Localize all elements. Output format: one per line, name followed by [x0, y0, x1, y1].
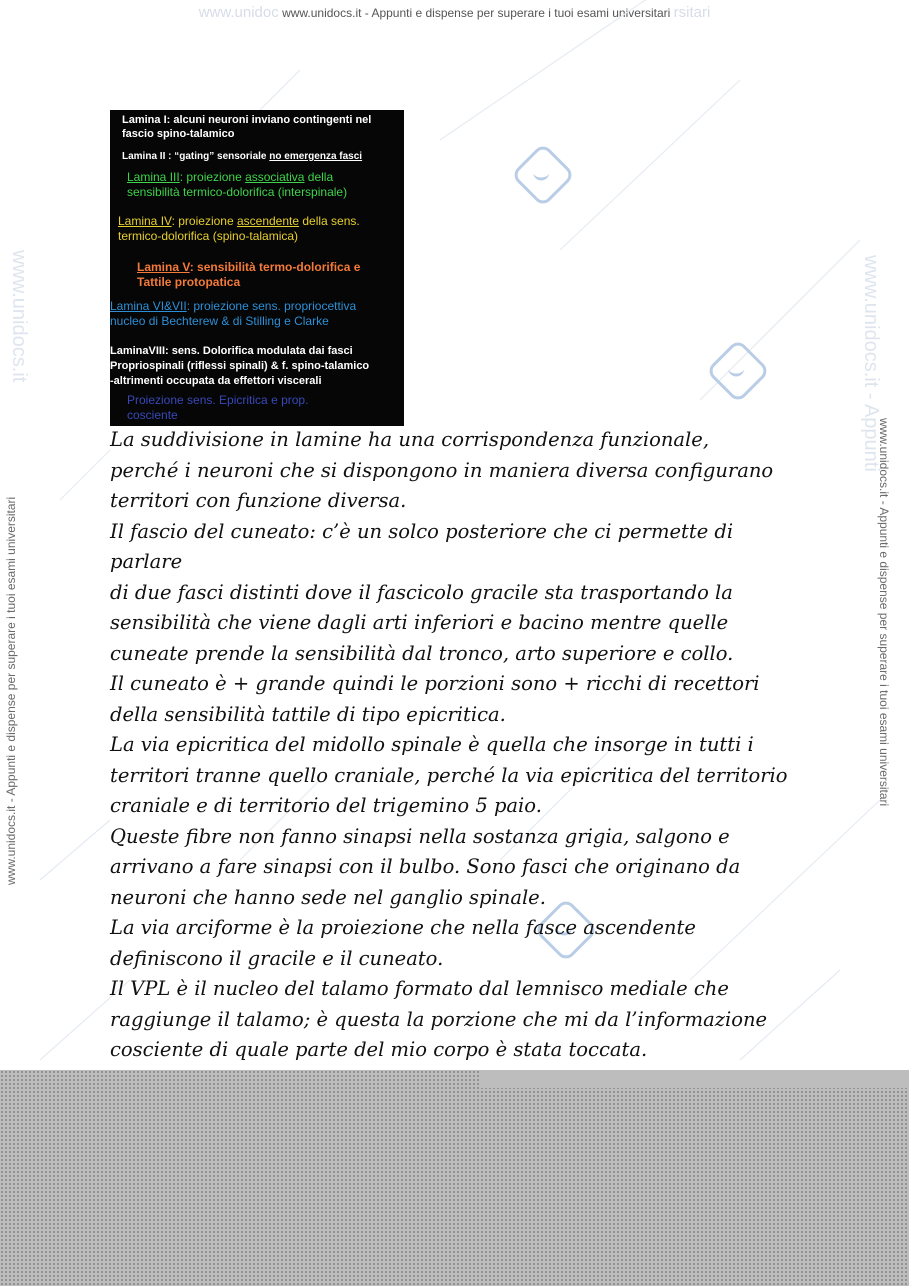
- body-line: territori tranne quello craniale, perché la via epicritica del territorio: [110, 763, 788, 787]
- slide-lamina-2: Lamina II : “gating” sensoriale no emergenza fasci: [122, 151, 363, 162]
- body-line: La via arciforme è la proiezione che nella fasce ascendente: [110, 916, 696, 939]
- slide-lamina-8: LaminaVIII: sens. Dolorifica modulata dai fasci Propriospinali (riflessi spinali) & f. spino-talamico -altrimenti occupata da effettori viscerali: [110, 345, 370, 387]
- body-line: della sensibilità tattile di tipo epicritica.: [110, 702, 506, 726]
- slide-lamina-6-7: Lamina VI&VII: proiezione sens. propriocettiva nucleo di Bechterew & di Stilling e Clarke: [110, 299, 357, 328]
- body-line: Il cuneato è + grande quindi le porzioni sono + ricchi di recettori: [110, 672, 760, 695]
- body-line: di due fasci distinti dove il fascicolo gracile sta trasportando la: [110, 580, 733, 604]
- body-line: La suddivisione in lamine ha una corrispondenza funzionale,: [110, 428, 710, 451]
- cutoff-edge: [480, 1070, 909, 1088]
- slide-projection: Proiezione sens. Epicritica e prop. cosciente: [127, 393, 309, 422]
- header-ghost-right: rsitari: [673, 4, 711, 21]
- slide-lamina-4: Lamina IV: proiezione ascendente della sens. termico-dolorifica (spino-talamica): [118, 214, 360, 243]
- body-line: La via epicritica del midollo spinale è quella che insorge in tutti i: [110, 733, 754, 756]
- body-line: neuroni che hanno sede nel ganglio spinale.: [110, 885, 546, 909]
- slide-lamina-3: Lamina III: proiezione associativa della sensibilità termico-dolorifica (interspinale): [127, 170, 348, 199]
- side-ghost-right: www.unidocs.it - Appunti: [860, 255, 882, 472]
- body-line: craniale e di territorio del trigemino 5 paio.: [110, 794, 542, 817]
- header-ghost-left: www.unidoc: [198, 4, 279, 21]
- body-line: Il VPL è il nucleo del talamo formato dal lemnisco mediale che: [110, 977, 729, 1000]
- lamina-slide-figure: [110, 110, 404, 426]
- body-line: perché i neuroni che si dispongono in maniera diversa configurano: [110, 458, 774, 482]
- side-watermark-right: www.unidocs.it - Appunti e dispense per superare i tuoi esami universitari: [877, 418, 891, 807]
- slide-lamina-1: Lamina I: alcuni neuroni inviano contingenti nel fascio spino-talamico: [122, 114, 372, 140]
- body-line: cuneate prende la sensibilità dal tronco, arto superiore e collo.: [110, 641, 734, 665]
- side-ghost-left: www.unidocs.it: [8, 250, 30, 383]
- body-line: Queste fibre non fanno sinapsi nella sostanza grigia, salgono e: [110, 824, 730, 848]
- slide-lamina-5: Lamina V: sensibilità termo-dolorifica e Tattile protopatica: [137, 260, 361, 289]
- side-watermark-left: www.unidocs.it - Appunti e dispense per superare i tuoi esami universitari: [4, 496, 18, 885]
- notes-body: [110, 425, 810, 1127]
- page-cutoff-area: [0, 1070, 909, 1286]
- body-line: raggiunge il talamo; è questa la porzione che mi da l’informazione: [110, 1007, 768, 1031]
- body-line: definiscono il gracile e il cuneato.: [110, 946, 444, 970]
- header-text: www.unidocs.it - Appunti e dispense per superare i tuoi esami universitari: [282, 6, 671, 20]
- body-line: arrivano a fare sinapsi con il bulbo. Sono fasci che originano da: [110, 855, 741, 878]
- body-line: cosciente di quale parte del mio corpo è stata toccata.: [110, 1038, 648, 1061]
- body-line: territori con funzione diversa.: [110, 489, 407, 512]
- body-line: Il fascio del cuneato: c’è un solco posteriore che ci permette di parlare: [110, 519, 734, 573]
- body-line: sensibilità che viene dagli arti inferiori e bacino mentre quelle: [110, 611, 729, 634]
